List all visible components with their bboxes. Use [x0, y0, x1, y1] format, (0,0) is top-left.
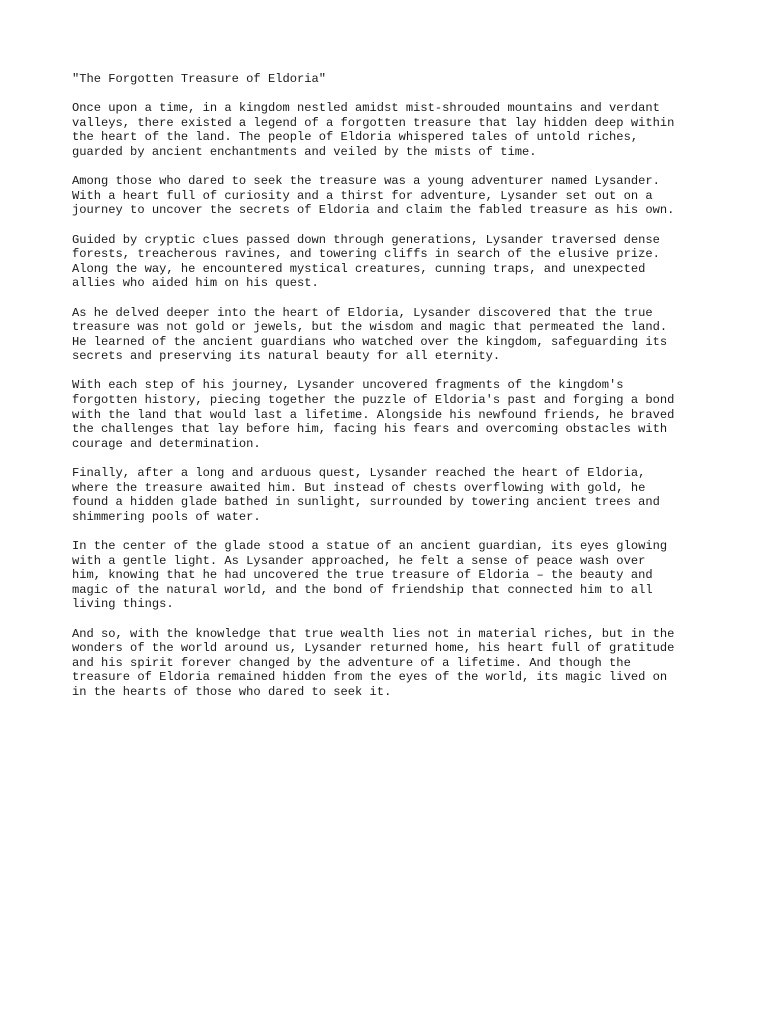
paragraph-line: Once upon a time, in a kingdom nestled amidst mist-shrouded mountains and verdant	[72, 101, 660, 116]
paragraph-line: in the hearts of those who dared to seek it.	[72, 684, 392, 699]
paragraph-line: valleys, there existed a legend of a forgotten treasure that lay hidden deep within	[72, 115, 675, 130]
paragraph-4	[72, 306, 712, 364]
paragraph-line: Finally, after a long and arduous quest, Lysander reached the heart of Eldoria,	[72, 466, 646, 481]
paragraph-line: guarded by ancient enchantments and veiled by the mists of time.	[72, 144, 537, 159]
paragraph-line: the challenges that lay before him, facing his fears and overcoming obstacles with	[72, 422, 668, 437]
paragraph-2	[72, 174, 712, 218]
paragraph-line: forests, treacherous ravines, and towering cliffs in search of the elusive prize.	[72, 247, 660, 262]
document-body	[72, 72, 712, 714]
paragraph-1	[72, 101, 712, 159]
paragraph-line: As he delved deeper into the heart of Eldoria, Lysander discovered that the true	[72, 305, 653, 320]
paragraph-3	[72, 233, 712, 291]
paragraph-line: forgotten history, piecing together the puzzle of Eldoria's past and forging a bond	[72, 393, 675, 408]
paragraph-line: In the center of the glade stood a statue of an ancient guardian, its eyes glowing	[72, 539, 668, 553]
paragraph-line: allies who aided him on his quest.	[72, 276, 319, 291]
paragraph-line: magic of the natural world, and the bond of friendship that connected him to all	[72, 582, 653, 597]
paragraph-6	[72, 466, 712, 524]
paragraph-line: And so, with the knowledge that true wealth lies not in material riches, but in the	[72, 626, 675, 641]
paragraph-line: secrets and preserving its natural beauty for all eternity.	[72, 349, 501, 364]
paragraph-5	[72, 378, 712, 451]
paragraph-line: With each step of his journey, Lysander uncovered fragments of the kingdom's	[72, 378, 624, 393]
paragraph-line: journey to uncover the secrets of Eldoria and claim the fabled treasure as his own.	[72, 203, 675, 218]
paragraph-7	[72, 539, 712, 612]
document-title: "The Forgotten Treasure of Eldoria"	[72, 72, 327, 86]
paragraph-line: where the treasure awaited him. But instead of chests overflowing with gold, he	[72, 480, 646, 495]
paragraph-line: with a gentle light. As Lysander approached, he felt a sense of peace wash over	[72, 553, 646, 568]
paragraph-line: the heart of the land. The people of Eldoria whispered tales of untold riches,	[72, 130, 639, 145]
paragraph-line: He learned of the ancient guardians who watched over the kingdom, safeguarding its	[72, 334, 668, 349]
paragraph-line: Guided by cryptic clues passed down through generations, Lysander traversed dense	[72, 232, 660, 247]
paragraph-8	[72, 627, 712, 700]
paragraph-line: treasure of Eldoria remained hidden from the eyes of the world, its magic lived on	[72, 670, 668, 685]
paragraph-line: with the land that would last a lifetime. Alongside his newfound friends, he braved	[72, 407, 675, 422]
paragraph-line: courage and determination.	[72, 436, 261, 451]
paragraph-line: him, knowing that he had uncovered the true treasure of Eldoria – the beauty and	[72, 568, 653, 583]
paragraph-line: With a heart full of curiosity and a thirst for adventure, Lysander set out on a	[72, 188, 653, 203]
paragraph-line: Among those who dared to seek the treasure was a young adventurer named Lysander.	[72, 174, 660, 189]
paragraph-line: and his spirit forever changed by the adventure of a lifetime. And though the	[72, 655, 631, 670]
paragraph-line: Along the way, he encountered mystical creatures, cunning traps, and unexpected	[72, 261, 646, 276]
paragraph-line: treasure was not gold or jewels, but the wisdom and magic that permeated the land.	[72, 320, 668, 335]
paragraph-line: living things.	[72, 597, 174, 612]
paragraph-line: wonders of the world around us, Lysander returned home, his heart full of gratitude	[72, 641, 675, 656]
paragraph-line: found a hidden glade bathed in sunlight, surrounded by towering ancient trees and	[72, 495, 660, 510]
paragraph-line: shimmering pools of water.	[72, 509, 261, 524]
